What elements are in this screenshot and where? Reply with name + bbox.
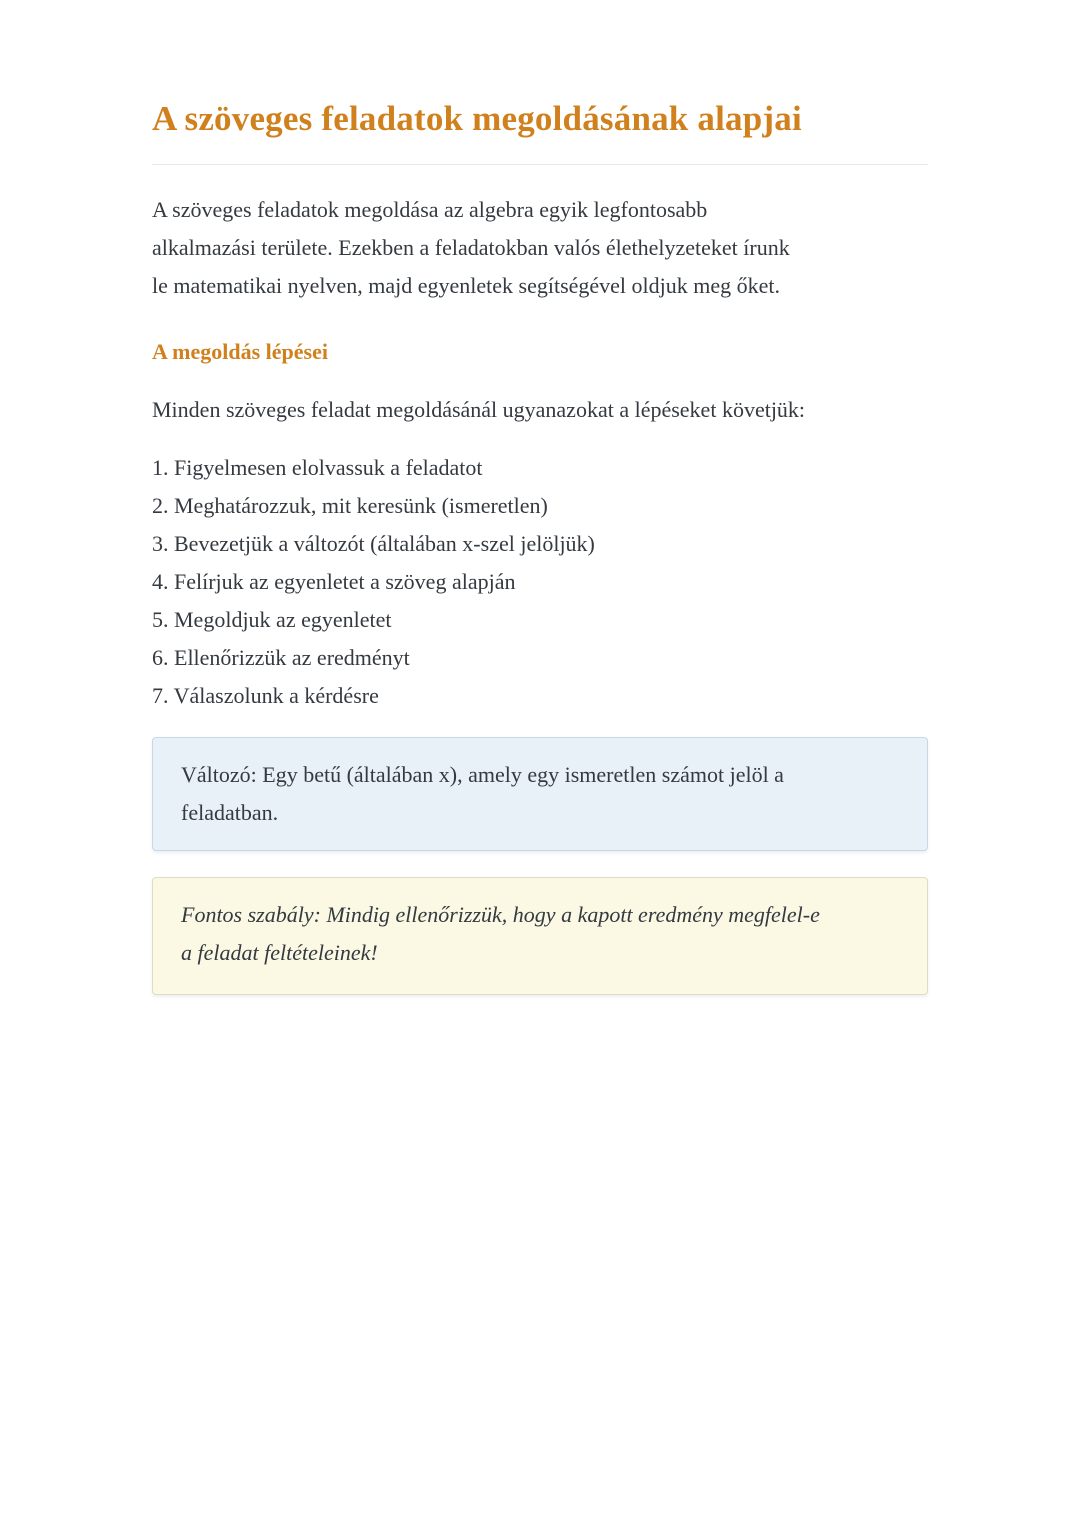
title-divider (152, 164, 928, 165)
rule-box-line: Fontos szabály: Mindig ellenőrizzük, hogy a kapott eredmény megfelel-e (181, 902, 820, 927)
steps-list (152, 449, 928, 715)
intro-line: A szöveges feladatok megoldása az algebra egyik legfontosabb (152, 197, 708, 222)
step-item: Megoldjuk az egyenletet (174, 607, 392, 632)
step-item: Meghatározzuk, mit keresünk (ismeretlen) (174, 493, 548, 518)
info-box-line: feladatban. (181, 800, 279, 825)
intro-line: le matematikai nyelven, majd egyenletek segítségével oldjuk meg őket. (152, 273, 781, 298)
page-title: A szöveges feladatok megoldásának alapjai (152, 99, 802, 138)
rule-box-important (152, 877, 928, 995)
step-item: Válaszolunk a kérdésre (173, 683, 379, 708)
intro-paragraph (152, 191, 928, 305)
step-item: Bevezetjük a változót (általában x-szel jelöljük) (174, 531, 595, 556)
section-lead: Minden szöveges feladat megoldásánál ugyanazokat a lépéseket követjük: (152, 397, 806, 422)
intro-line: alkalmazási területe. Ezekben a feladatokban valós élethelyzeteket írunk (152, 235, 790, 260)
rule-box-line: a feladat feltételeinek! (181, 940, 378, 965)
step-item: Felírjuk az egyenletet a szöveg alapján (174, 569, 516, 594)
section-heading-steps: A megoldás lépései (152, 339, 328, 364)
step-item: Ellenőrizzük az eredményt (174, 645, 410, 670)
step-item: Figyelmesen elolvassuk a feladatot (174, 455, 483, 480)
info-box-variable (152, 737, 928, 851)
document-page (152, 0, 928, 995)
info-box-line: Változó: Egy betű (általában x), amely egy ismeretlen számot jelöl a (181, 762, 784, 787)
